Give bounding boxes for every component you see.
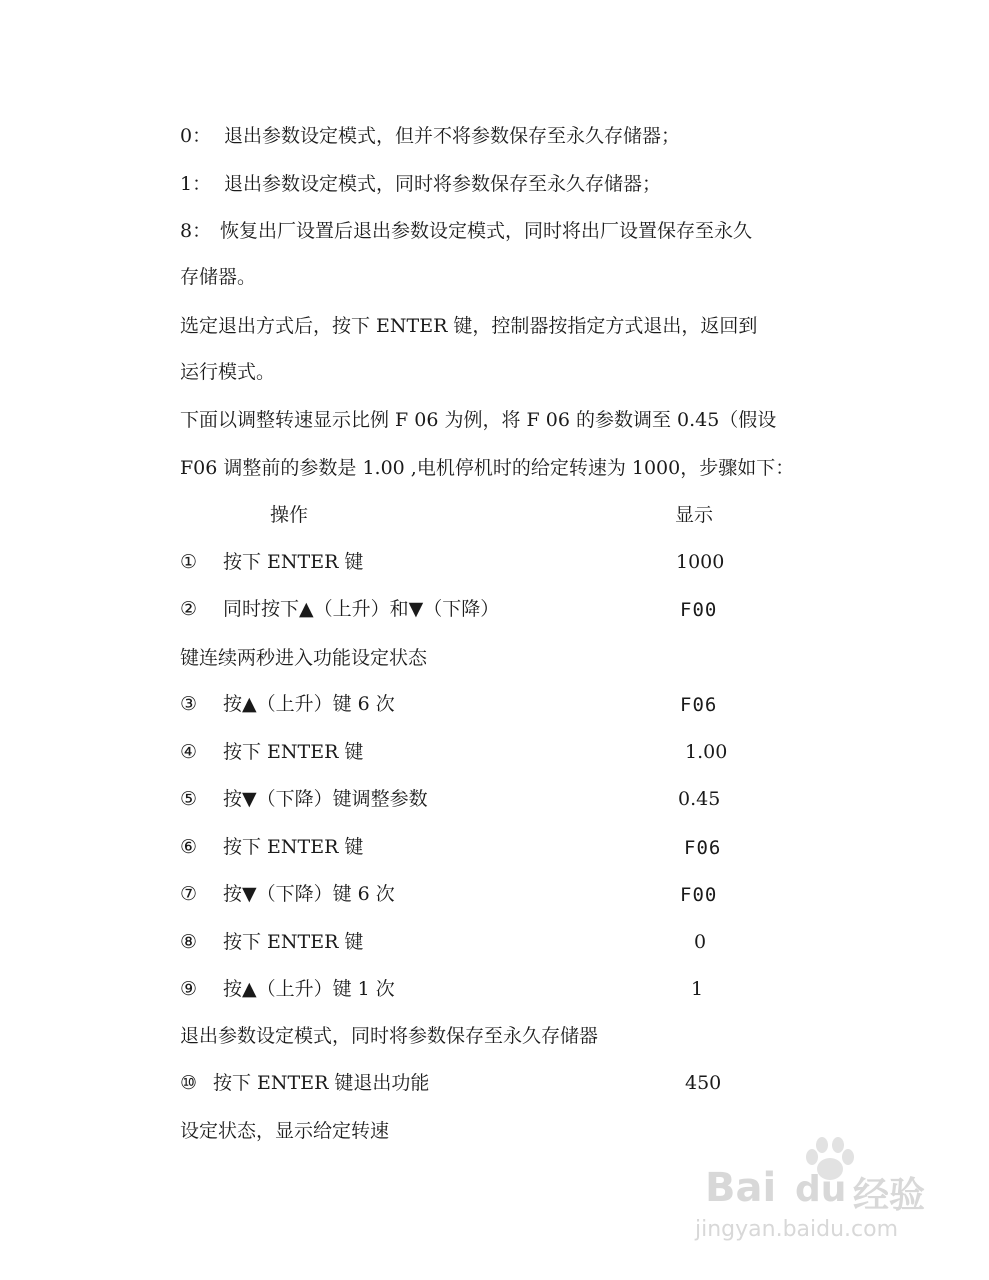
paragraph-example-line-1: 下面以调整转速显示比例 F 06 为例，将 F 06 的参数调至 0.45（假设	[180, 409, 777, 431]
step-6	[180, 835, 363, 859]
step-display: 450	[685, 1072, 722, 1094]
step-2	[180, 597, 499, 621]
step-operation: 按▼（下降）键 6 次	[223, 883, 395, 905]
step-1	[180, 550, 363, 574]
step-number: ⑤	[180, 788, 198, 810]
baidu-jingyan-watermark	[695, 1135, 965, 1245]
step-operation: 同时按下▲（上升）和▼（下降）	[223, 598, 500, 620]
step-number: ⑥	[180, 836, 198, 858]
step-operation: 按下 ENTER 键	[223, 836, 364, 858]
paragraph-example-line-2: F06 调整前的参数是 1.00 ,电机停机时的给定转速为 1000，步骤如下：	[180, 457, 795, 479]
step-9	[180, 977, 395, 1001]
option-number: 0：	[180, 125, 212, 147]
option-text: 退出参数设定模式，但并不将参数保存至永久存储器；	[224, 125, 681, 147]
step-operation: 按下 ENTER 键	[223, 551, 364, 573]
step-10-continuation: 设定状态，显示给定转速	[180, 1120, 390, 1142]
watermark-url: jingyan.baidu.com	[695, 1217, 899, 1242]
step-5	[180, 787, 428, 811]
step-operation: 按▼（下降）键调整参数	[223, 788, 428, 810]
option-0	[180, 124, 680, 148]
step-display: 1000	[676, 551, 725, 573]
step-9-continuation: 退出参数设定模式，同时将参数保存至永久存储器	[180, 1025, 599, 1047]
step-number: ①	[180, 551, 198, 573]
paragraph-exit-line-2: 运行模式。	[180, 361, 276, 383]
step-operation: 按▲（上升）键 1 次	[223, 978, 395, 1000]
step-7	[180, 882, 395, 906]
option-1	[180, 172, 661, 196]
step-operation: 按▲（上升）键 6 次	[223, 693, 395, 715]
paragraph-exit-line-1: 选定退出方式后，按下 ENTER 键，控制器按指定方式退出，返回到	[180, 315, 758, 337]
step-display: 1.00	[685, 741, 728, 763]
step-display: F00	[680, 884, 718, 906]
step-number: ④	[180, 741, 198, 763]
step-number: ⑧	[180, 931, 198, 953]
step-number: ⑨	[180, 978, 198, 1000]
step-display: 0	[694, 931, 707, 953]
watermark-cn: 经验	[853, 1175, 926, 1216]
option-text: 退出参数设定模式，同时将参数保存至永久存储器；	[224, 173, 662, 195]
step-operation: 按下 ENTER 键	[223, 741, 364, 763]
step-4	[180, 740, 363, 764]
step-8	[180, 930, 363, 954]
step-display: F00	[680, 599, 718, 621]
step-10	[180, 1071, 429, 1095]
watermark-brand-du: du	[795, 1169, 847, 1210]
step-number: ⑦	[180, 883, 198, 905]
step-operation: 按下 ENTER 键退出功能	[213, 1072, 430, 1094]
watermark-brand: Bai	[705, 1165, 777, 1211]
header-operation: 操作	[270, 504, 309, 526]
header-display: 显示	[675, 504, 714, 526]
option-number: 8：	[180, 220, 212, 242]
step-display: 0.45	[678, 788, 721, 810]
option-8	[180, 219, 752, 243]
step-number: ⑩	[180, 1072, 198, 1094]
option-8-continuation: 存储器。	[180, 266, 257, 288]
step-number: ③	[180, 693, 198, 715]
step-2-continuation: 键连续两秒进入功能设定状态	[180, 647, 428, 669]
step-operation: 按下 ENTER 键	[223, 931, 364, 953]
step-3	[180, 692, 395, 716]
step-display: F06	[684, 837, 722, 859]
step-display: 1	[691, 978, 704, 1000]
option-text: 恢复出厂设置后退出参数设定模式，同时将出厂设置保存至永久	[220, 220, 753, 242]
option-number: 1：	[180, 173, 212, 195]
step-number: ②	[180, 598, 198, 620]
step-display: F06	[680, 694, 718, 716]
